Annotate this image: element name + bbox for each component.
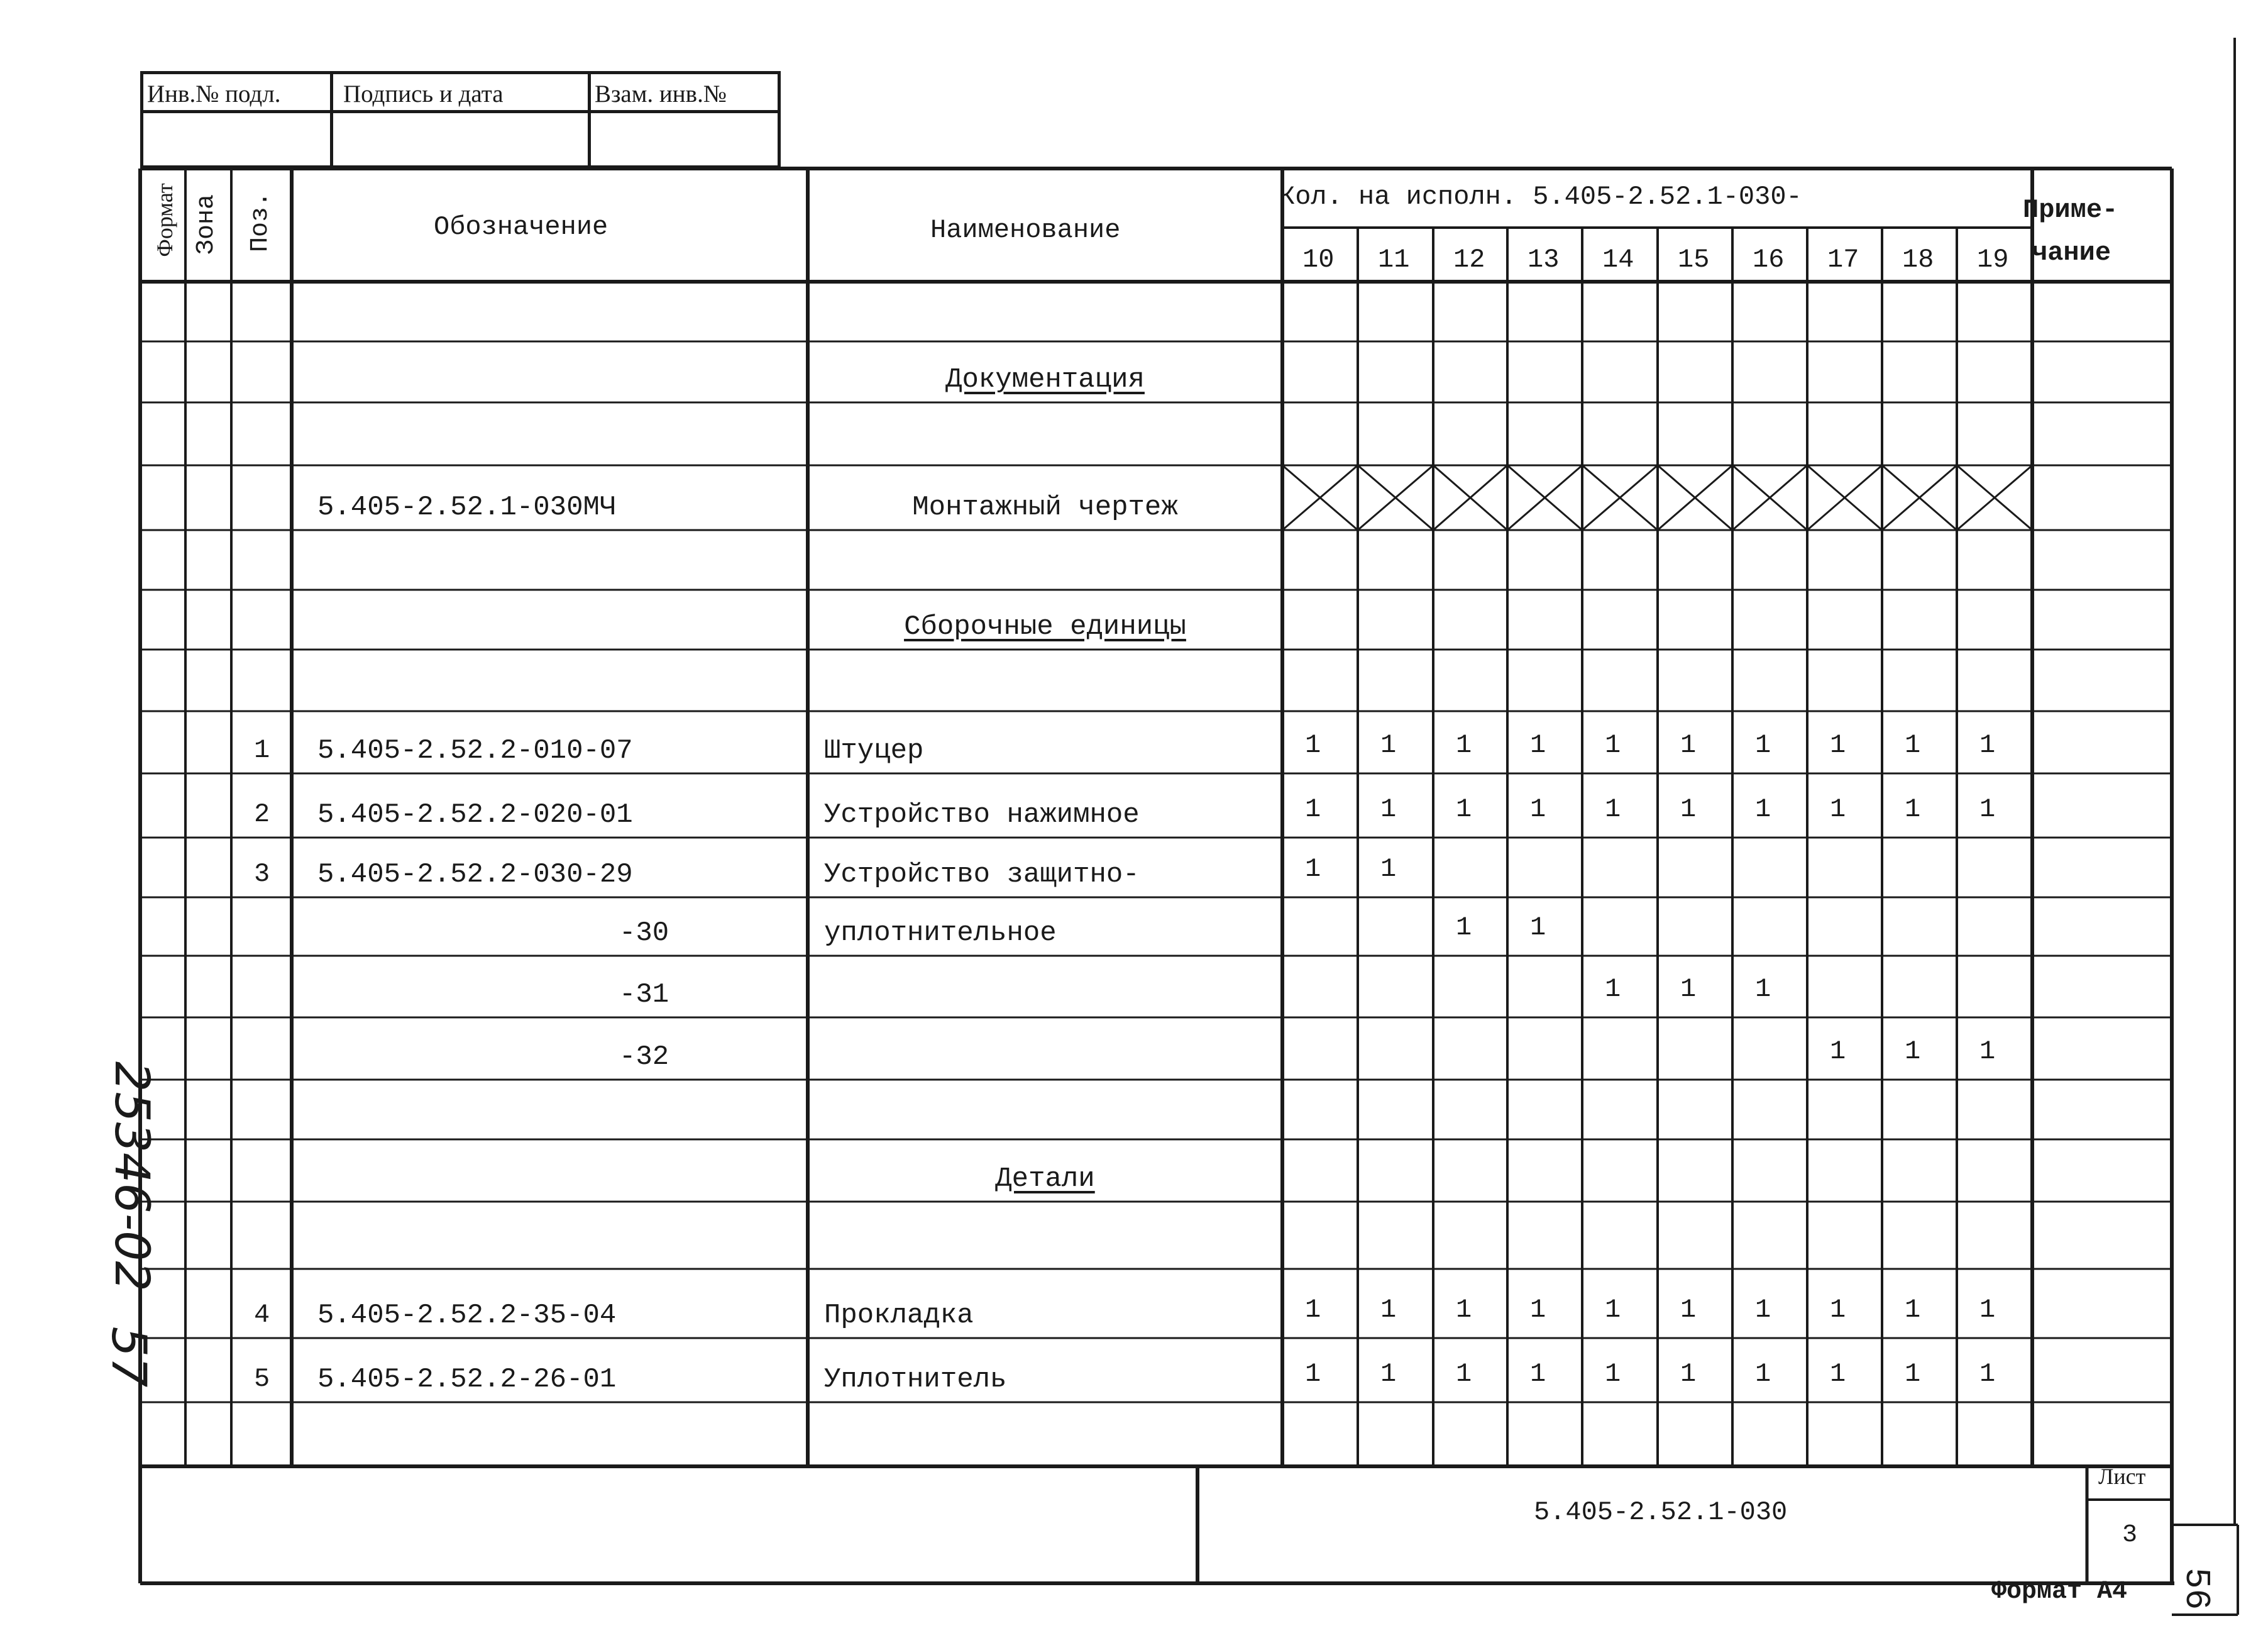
row-quantity: 1	[1755, 974, 1771, 1004]
row-naimenovanie: Штуцер	[824, 735, 924, 766]
footer-list-value: 3	[2122, 1521, 2138, 1549]
row-quantity: 1	[1605, 794, 1621, 824]
variant-header-16: 16	[1753, 245, 1785, 275]
row-naimenovanie: Прокладка	[824, 1300, 974, 1331]
row-oboznachenie: 5.405-2.52.2-26-01	[317, 1364, 617, 1395]
row-poz: 5	[254, 1364, 270, 1394]
row-quantity: 1	[1456, 730, 1472, 760]
row-quantity: 1	[1530, 1295, 1546, 1325]
row-quantity: 1	[1605, 730, 1621, 760]
variant-header-15: 15	[1678, 245, 1710, 275]
variant-header-17: 17	[1827, 245, 1859, 275]
row-quantity: 1	[1305, 1295, 1321, 1325]
row-quantity: 1	[1530, 794, 1546, 824]
header-zona: Зона	[192, 194, 221, 255]
row-quantity: 1	[1979, 1295, 1996, 1325]
row-oboznachenie: 5.405-2.52.2-030-29	[317, 859, 633, 890]
row-quantity: 1	[1456, 1295, 1472, 1325]
row-poz: 1	[254, 735, 270, 765]
footer-list-label: Лист	[2098, 1464, 2146, 1489]
row-quantity: 1	[1380, 1359, 1397, 1389]
row-quantity: 1	[1380, 1295, 1397, 1325]
stamp-inv-podl-label: Инв.№ подл.	[147, 80, 281, 108]
header-naimenovanie: Наименование	[930, 215, 1121, 245]
row-quantity: 1	[1305, 1359, 1321, 1389]
row-quantity: 1	[1680, 974, 1697, 1004]
row-quantity: 1	[1305, 854, 1321, 884]
row-quantity: 1	[1830, 1295, 1846, 1325]
row-poz: 4	[254, 1300, 270, 1330]
row-quantity: 1	[1755, 794, 1771, 824]
row-quantity: 1	[1905, 730, 1921, 760]
section-heading: Детали	[995, 1163, 1095, 1195]
row-oboznachenie: 5.405-2.52.2-020-01	[317, 799, 633, 831]
row-quantity: 1	[1755, 1295, 1771, 1325]
margin-inventory-number: 25346-02	[104, 1061, 160, 1292]
header-prime: Приме-	[2023, 195, 2118, 225]
row-quantity: 1	[1305, 730, 1321, 760]
variant-header-10: 10	[1302, 245, 1335, 275]
row-oboznachenie: -31	[619, 979, 669, 1010]
row-quantity: 1	[1305, 794, 1321, 824]
row-quantity: 1	[1755, 1359, 1771, 1389]
row-naimenovanie: Устройство нажимное	[824, 799, 1140, 831]
row-quantity: 1	[1680, 1295, 1697, 1325]
row-quantity: 1	[1530, 912, 1546, 943]
row-oboznachenie: -30	[619, 917, 669, 949]
row-quantity: 1	[1830, 1036, 1846, 1066]
variant-header-11: 11	[1378, 245, 1410, 275]
row-quantity: 1	[1530, 730, 1546, 760]
row-poz: 2	[254, 799, 270, 829]
row-quantity: 1	[1979, 730, 1996, 760]
margin-page-number: 56	[2176, 1568, 2216, 1610]
row-quantity: 1	[1605, 1359, 1621, 1389]
row-quantity: 1	[1905, 1295, 1921, 1325]
stamp-vzam-label: Взам. инв.№	[595, 80, 727, 108]
variant-header-18: 18	[1902, 245, 1934, 275]
row-quantity: 1	[1979, 794, 1996, 824]
row-poz: 3	[254, 859, 270, 889]
header-format: Формат	[152, 183, 177, 257]
footer-doc-number: 5.405-2.52.1-030	[1534, 1497, 1788, 1527]
row-naimenovanie: Уплотнитель	[824, 1364, 1007, 1395]
row-oboznachenie: 5.405-2.52.2-010-07	[317, 735, 633, 766]
row-quantity: 1	[1680, 1359, 1697, 1389]
row-quantity: 1	[1680, 730, 1697, 760]
row-naimenovanie: Монтажный чертеж	[912, 492, 1178, 523]
row-quantity: 1	[1905, 1036, 1921, 1066]
row-quantity: 1	[1605, 1295, 1621, 1325]
section-heading: Документация	[945, 364, 1145, 396]
row-quantity: 1	[1979, 1036, 1996, 1066]
row-quantity: 1	[1680, 794, 1697, 824]
footer-format-label: Формат A4	[1991, 1578, 2128, 1606]
header-oboznachenie: Обозначение	[434, 212, 608, 242]
row-quantity: 1	[1380, 794, 1397, 824]
header-chanie: чание	[2032, 238, 2111, 268]
stamp-podpis-label: Подпись и дата	[343, 80, 504, 108]
section-heading: Сборочные единицы	[904, 611, 1186, 643]
row-quantity: 1	[1456, 794, 1472, 824]
variant-header-19: 19	[1977, 245, 2009, 275]
row-oboznachenie: -32	[619, 1041, 669, 1073]
row-naimenovanie: уплотнительное	[824, 917, 1057, 949]
row-quantity: 1	[1979, 1359, 1996, 1389]
row-quantity: 1	[1530, 1359, 1546, 1389]
row-quantity: 1	[1905, 794, 1921, 824]
row-quantity: 1	[1905, 1359, 1921, 1389]
row-quantity: 1	[1605, 974, 1621, 1004]
variant-header-12: 12	[1453, 245, 1485, 275]
row-quantity: 1	[1830, 794, 1846, 824]
row-quantity: 1	[1755, 730, 1771, 760]
row-oboznachenie: 5.405-2.52.1-030МЧ	[317, 492, 617, 523]
row-quantity: 1	[1456, 912, 1472, 943]
row-quantity: 1	[1830, 1359, 1846, 1389]
header-kol-na-ispoln: Кол. на исполн. 5.405-2.52.1-030-	[1279, 182, 1802, 212]
row-naimenovanie: Устройство защитно-	[824, 859, 1140, 890]
margin-inventory-page: 57	[101, 1326, 157, 1388]
row-quantity: 1	[1456, 1359, 1472, 1389]
row-quantity: 1	[1830, 730, 1846, 760]
variant-header-13: 13	[1528, 245, 1560, 275]
variant-header-14: 14	[1602, 245, 1634, 275]
row-quantity: 1	[1380, 854, 1397, 884]
row-quantity: 1	[1380, 730, 1397, 760]
header-poz: Поз.	[246, 192, 275, 253]
row-oboznachenie: 5.405-2.52.2-35-04	[317, 1300, 617, 1331]
